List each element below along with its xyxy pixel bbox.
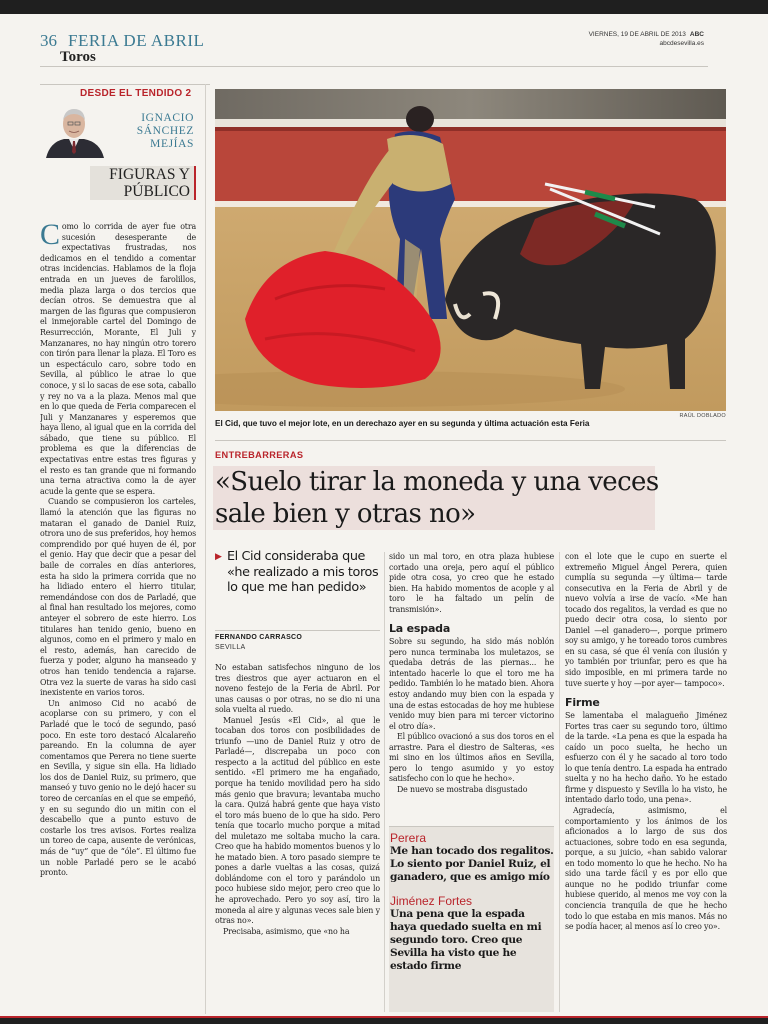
quote-text: Una pena que la espada haya quedado suelta en mi segundo toro. Creo que Sevilla ha visto que he estado firme: [390, 908, 542, 972]
article-paragraph: sido un mal toro, en otra plaza hubiese cortado una oreja, pero aquí el público pide otra cosa, yo creo que he estado bien. Ha habido momentos de acople y al toro le ha faltado un pelín de transmisión».: [389, 552, 554, 614]
column-paragraph: Un animoso Cid no acabó de acoplarse con su primero, y con el Parladé que le tocó de segundo, pasó poco. En este toro destacó Alcalareño pareando. En la columna de ayer comentamos que Perera no tiene suerte en Sevilla, y sigue sin ella. Ha lidiado los dos de Daniel Ruiz, su primero, que manseó y tuvo genio no le dejó hacer su toreo de cercanías en el que se empeñó, y en su segundo dio un mitin con el descabello que a punto estuvo de costarle los tres avisos. Fortes realiza un toreo de capa, ausente de verónicas, más de “uy” que de “óle”. El último fue un noble Parladé pero se le acabó pronto.: [40, 698, 196, 878]
column-author: IGNACIO SÁNCHEZ MEJÍAS: [136, 112, 194, 150]
article-paragraph: De nuevo se mostraba disgustado: [397, 784, 528, 794]
quote-author: Perera: [390, 831, 427, 845]
deck-arrow-icon: ▶: [215, 552, 222, 562]
section-title: FERIA DE ABRIL: [68, 31, 205, 50]
article-paragraph: Se lamentaba el malagueño Jiménez Fortes tras caer su segundo toro, último de la tarde. «La pena es que la espada ha caído un poco suelta, he hecho un esfuerzo con él y he sacado al toro todo lo que tenía dentro. La espada ha entrado suelta y no ha hecho daño. Yo he estado firme y dispuesto y Sevilla lo ha visto, he intentado darlo todo, una pena».: [565, 711, 727, 805]
quotes-box: [389, 826, 554, 1012]
column-body: [40, 222, 196, 1012]
column-paragraph: Como lo corrida de ayer fue otra sucesión desesperante de expectativas frustradas, nos dedicamos en el tendido a comentar otras incidencias. Hablamos de la floja entrada en un jueves de farolillos, media plaza larga o dos tercios que decían otros. Se demuestra que al margen de las figuras que compusieron el inmejorable cartel del Domingo de Resurrección, Morante, El Juli y Manzanares, no hay ningún otro torero con tirón para llenar la plaza. El Toro es un espectáculo caro, sobre todo en Sevilla, al público le atrae lo que conoce, y si lo sacas de ese sota, caballo y rey no va a la plaza. Menos mal que en lo que queda de Feria comparecen el Juli y Manzanares y esperemos que haya lleno, al igual que en la corrida del sábado, que tiene su público. El problema es que la diferencias de expectativas entre estas tres figuras y el resto es tan grande que ni formando una terna atractiva como la de ayer acude la gente que se espera.: [40, 222, 196, 496]
article-paragraph: Agradecía, asimismo, el comportamiento y los ánimos de los aficionados a lo largo de sus dos actuaciones, sobre todo en esa segunda, porque, a su juicio, «han sabido valorar en todo momento lo que he hecho. No ha sido una tarde fácil y es por ello que aunque no he podido triunfar come hubiese querido, al menos me voy con la conciencia tranquila de que he hecho todo lo que estaba en mis manos. Más no se podía hacer, al menos así lo creo yo».: [565, 806, 727, 932]
article-byline: FERNANDO CARRASCO: [215, 634, 303, 641]
caption-rule: [215, 440, 726, 441]
top-bar: [0, 0, 768, 14]
article-paragraph: Manuel Jesús «El Cid», al que le tocaban dos toros con posibilidades de triunfo —uno de Daniel Ruiz y otro de Parladé—, discrepaba un poco con respecto a la actitud del público en este sentido. «El primero me ha engañado, porque ha tenido movilidad pero ha sido más genio que bravura; levantaba mucho la cara. Quizá habrá gente que haya visto el toro más bueno de lo que ha sido. Pero tenía que tocarlo mucho porque a mitad del muletazo me soltaba mucho la cara. Creo que ha habido momentos buenos y lo he matado bien. A toro pasado siempre te pones a darle vueltas a las cosas, quizá doblándome con el toro y parándolo un poco hubiese sido mejor, pero creo que lo he aprovechado. Pero yo soy así, tiro la moneda al aire y algunas veces sale bien y otras no».: [215, 715, 380, 926]
column-paragraph: Cuando se compusieron los carteles, llamó la atención que las figuras no mataran el ganado de Daniel Ruiz, otrora uno de sus preferidos, hoy hemos comprendido por qué huyen de él, por el genio. Hay que decir que a pesar del baile de corrales en días anteriores, esta ha sido la primera corrida que no ha lidiado entero el hierro titular, remendándose con dos de Parladé, que al final han resultado los mejores, como anteyer el sobrero de este hierro. Los titulares han tenido genio, bueno en algunos, como en el primero y malo en el resto, además, han carecido de fuerza y poder, alguno ha manseado y otros han tenido tendencia a rajarse. Otra vez la suerte de varas ha sido casi inexistente en varios toros.: [40, 497, 196, 698]
column-rule: [40, 84, 210, 85]
quote-author: Jiménez Fortes: [390, 894, 473, 908]
article-paragraph: Sobre su segundo, ha sido más noblón pero nunca terminaba los muletazos, se quedaba detrás de las piernas... he intentado hacerle lo que el toro me ha pedido. También lo he matado bien. Ahora estoy andando muy bien con la espada y una de estas estocadas de hoy me hubiese venido muy bien para mi tercer victorino el otro día».: [389, 637, 554, 731]
article-column-3: [565, 552, 727, 1012]
photo-caption: El Cid, que tuvo el mejor lote, en un derechazo ayer en su segunda y última actuación esta Feria: [215, 419, 590, 428]
header-meta: [589, 30, 704, 48]
column-divider: [384, 552, 385, 1012]
dropcap: C: [40, 222, 60, 251]
article-subheading: La espada: [389, 622, 451, 636]
article-location: SEVILLA: [215, 644, 246, 651]
article-headline: «Suelo tirar la moneda y una veces sale bien y otras no»: [215, 467, 659, 529]
article-paragraph: Precisaba, asimismo, que «no ha: [223, 926, 350, 936]
column-title: FIGURAS Y PÚBLICO: [90, 166, 194, 200]
article-subheading: Firme: [565, 696, 600, 710]
header-rule: [40, 66, 708, 67]
bullfight-photo: [215, 89, 726, 411]
bottom-bar: [0, 1018, 768, 1024]
brand-label: ABC: [689, 31, 704, 38]
article-deck: El Cid consideraba que «he realizado a mis toros lo que me han pedido»: [227, 549, 379, 595]
article-paragraph: El público ovacionó a sus dos toros en el arrastre. Para el diestro de Salteras, «es mi sino en los últimos años en Sevilla, pero lo tengo asumido y yo estoy satisfecho con lo que he hecho».: [389, 732, 554, 784]
article-column-1: [215, 663, 380, 1013]
article-paragraph: con el lote que le cupo en suerte el extremeño Miguel Ángel Perera, quien cumplía su segunda —y última— tarde consecutiva en la Feria de Abril y de nuevo volvía a irse de vacío. «Me han tocado dos regalitos, la verdad es que no puedo decir otra cosa, lo siento por Daniel —el ganadero—, porque primero soy su amigo, y he toreado toros cumbres en su casa, sé que él venía con ilusión y yo también por triunfar, pero es que ha sido imposible, en mi primera tarde no tuve suerte y hoy —por ayer— tampoco».: [565, 552, 727, 688]
quote-text: Me han tocado dos regalitos. Lo siento por Daniel Ruiz, el ganadero, que es amigo mío: [390, 845, 554, 883]
subsection-title: Toros: [60, 49, 96, 65]
article-kicker: ENTREBARRERAS: [215, 450, 304, 460]
column-title-accent: [194, 166, 196, 200]
column-kicker: DESDE EL TENDIDO 2: [80, 88, 192, 99]
site-link[interactable]: abcdesevilla.es: [659, 40, 704, 47]
article-paragraph: No estaban satisfechos ninguno de los tres diestros que ayer actuaron en el noveno festejo de la Feria de Abril. Por unas causas o por otras, no se dio ni una sola vuelta al ruedo.: [215, 663, 380, 715]
article-column-2: [389, 552, 554, 810]
column-divider: [205, 84, 206, 1014]
photo-credit: RAÚL DOBLADO: [679, 413, 726, 419]
page-number: 36: [40, 31, 57, 50]
author-photo: [42, 104, 106, 158]
column-divider: [559, 552, 560, 1012]
byline-rule: [215, 630, 380, 631]
header-date: VIERNES, 19 DE ABRIL DE 2013: [588, 31, 686, 38]
